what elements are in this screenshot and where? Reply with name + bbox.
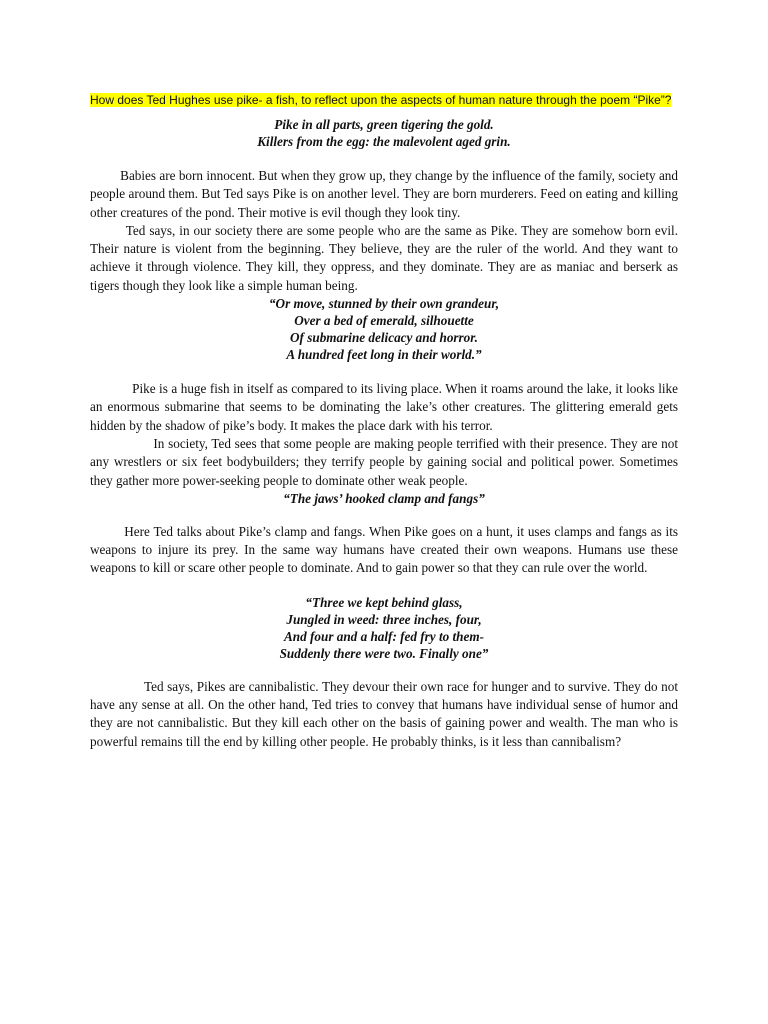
quote-line: And four and a half: fed fry to them- xyxy=(283,628,484,644)
spacer xyxy=(90,578,678,594)
paragraph-society-people: Ted says, in our society there are some people who are the same as Pike. They are somehow born evil. Their nature is violent from the beginning. They believe, they are the ruler of the world. And they want to achieve it through violence. They kill, they oppress, and they dominate. They are as maniac and berserk as tigers though they look like a simple human being. xyxy=(90,222,678,293)
quote-pike-in-all-parts xyxy=(90,116,678,150)
paragraph-huge-fish: Pike is a huge fish in itself as compared to its living place. When it roams around the lake, it looks like an enormous submarine that seems to be dominating the lake’s other creatures. The glittering emerald gets hidden by the shadow of pike’s body. It makes the place dark with his terror. xyxy=(90,381,678,433)
quote-line: “The jaws’ hooked clamp and fangs” xyxy=(283,490,485,506)
essay-question-highlight: How does Ted Hughes use pike- a fish, to reflect upon the aspects of human nature through the poem “Pike”? xyxy=(90,93,672,107)
document-body xyxy=(90,93,678,751)
spacer xyxy=(90,363,678,380)
quote-three-behind-glass xyxy=(90,594,678,662)
spacer xyxy=(90,507,678,523)
quote-line: “Or move, stunned by their own grandeur, xyxy=(268,296,500,312)
spacer xyxy=(90,150,678,167)
quote-line: “Three we kept behind glass, xyxy=(305,594,463,610)
spacer xyxy=(90,662,678,678)
quote-line: Pike in all parts, green tigering the gold. xyxy=(274,117,494,132)
quote-line: Killers from the egg: the malevolent aged grin. xyxy=(257,134,511,149)
paragraph-clamp-and-fangs: Here Ted talks about Pike’s clamp and fangs. When Pike goes on a hunt, it uses clamps and fangs as its weapons to injure its prey. In the same way humans have created their own weapons. Humans use these weapons to kill or scare other people to dominate. And to gain power so that they can rule over the world. xyxy=(90,523,678,576)
essay-question xyxy=(90,93,678,108)
paragraph-cannibalistic: Ted says, Pikes are cannibalistic. They devour their own race for hunger and to survive. They do not have any sense at all. On the other hand, Ted tries to convey that humans have individual sense of humor and they are not cannibalistic. But they kill each other on the basis of gaining power and wealth. The man who is powerful remains till the end by killing other people. He probably thinks, is it less than cannibalism? xyxy=(90,678,678,749)
quote-line: Suddenly there were two. Finally one” xyxy=(279,645,489,661)
quote-line: Over a bed of emerald, silhouette xyxy=(294,313,474,329)
quote-line: Jungled in weed: three inches, four, xyxy=(286,611,482,627)
paragraph-terrified-people: In society, Ted sees that some people are making people terrified with their presence. They are not any wrestlers or six feet bodybuilders; they terrify people by gaining social and political power. Sometimes they gather more power-seeking people to dominate other weak people. xyxy=(90,435,678,488)
paragraph-born-innocent: Babies are born innocent. But when they grow up, they change by the influence of the family, society and people around them. But Ted says Pike is on another level. They are born murderers. Feed on eating and killing other creatures of the pond. Their motive is evil though they look tiny. xyxy=(90,168,678,220)
quote-line: A hundred feet long in their world.” xyxy=(286,347,482,363)
quote-or-move-stunned xyxy=(90,295,678,363)
quote-jaws-hooked-clamp xyxy=(90,490,678,507)
quote-line: Of submarine delicacy and horror. xyxy=(290,330,478,346)
